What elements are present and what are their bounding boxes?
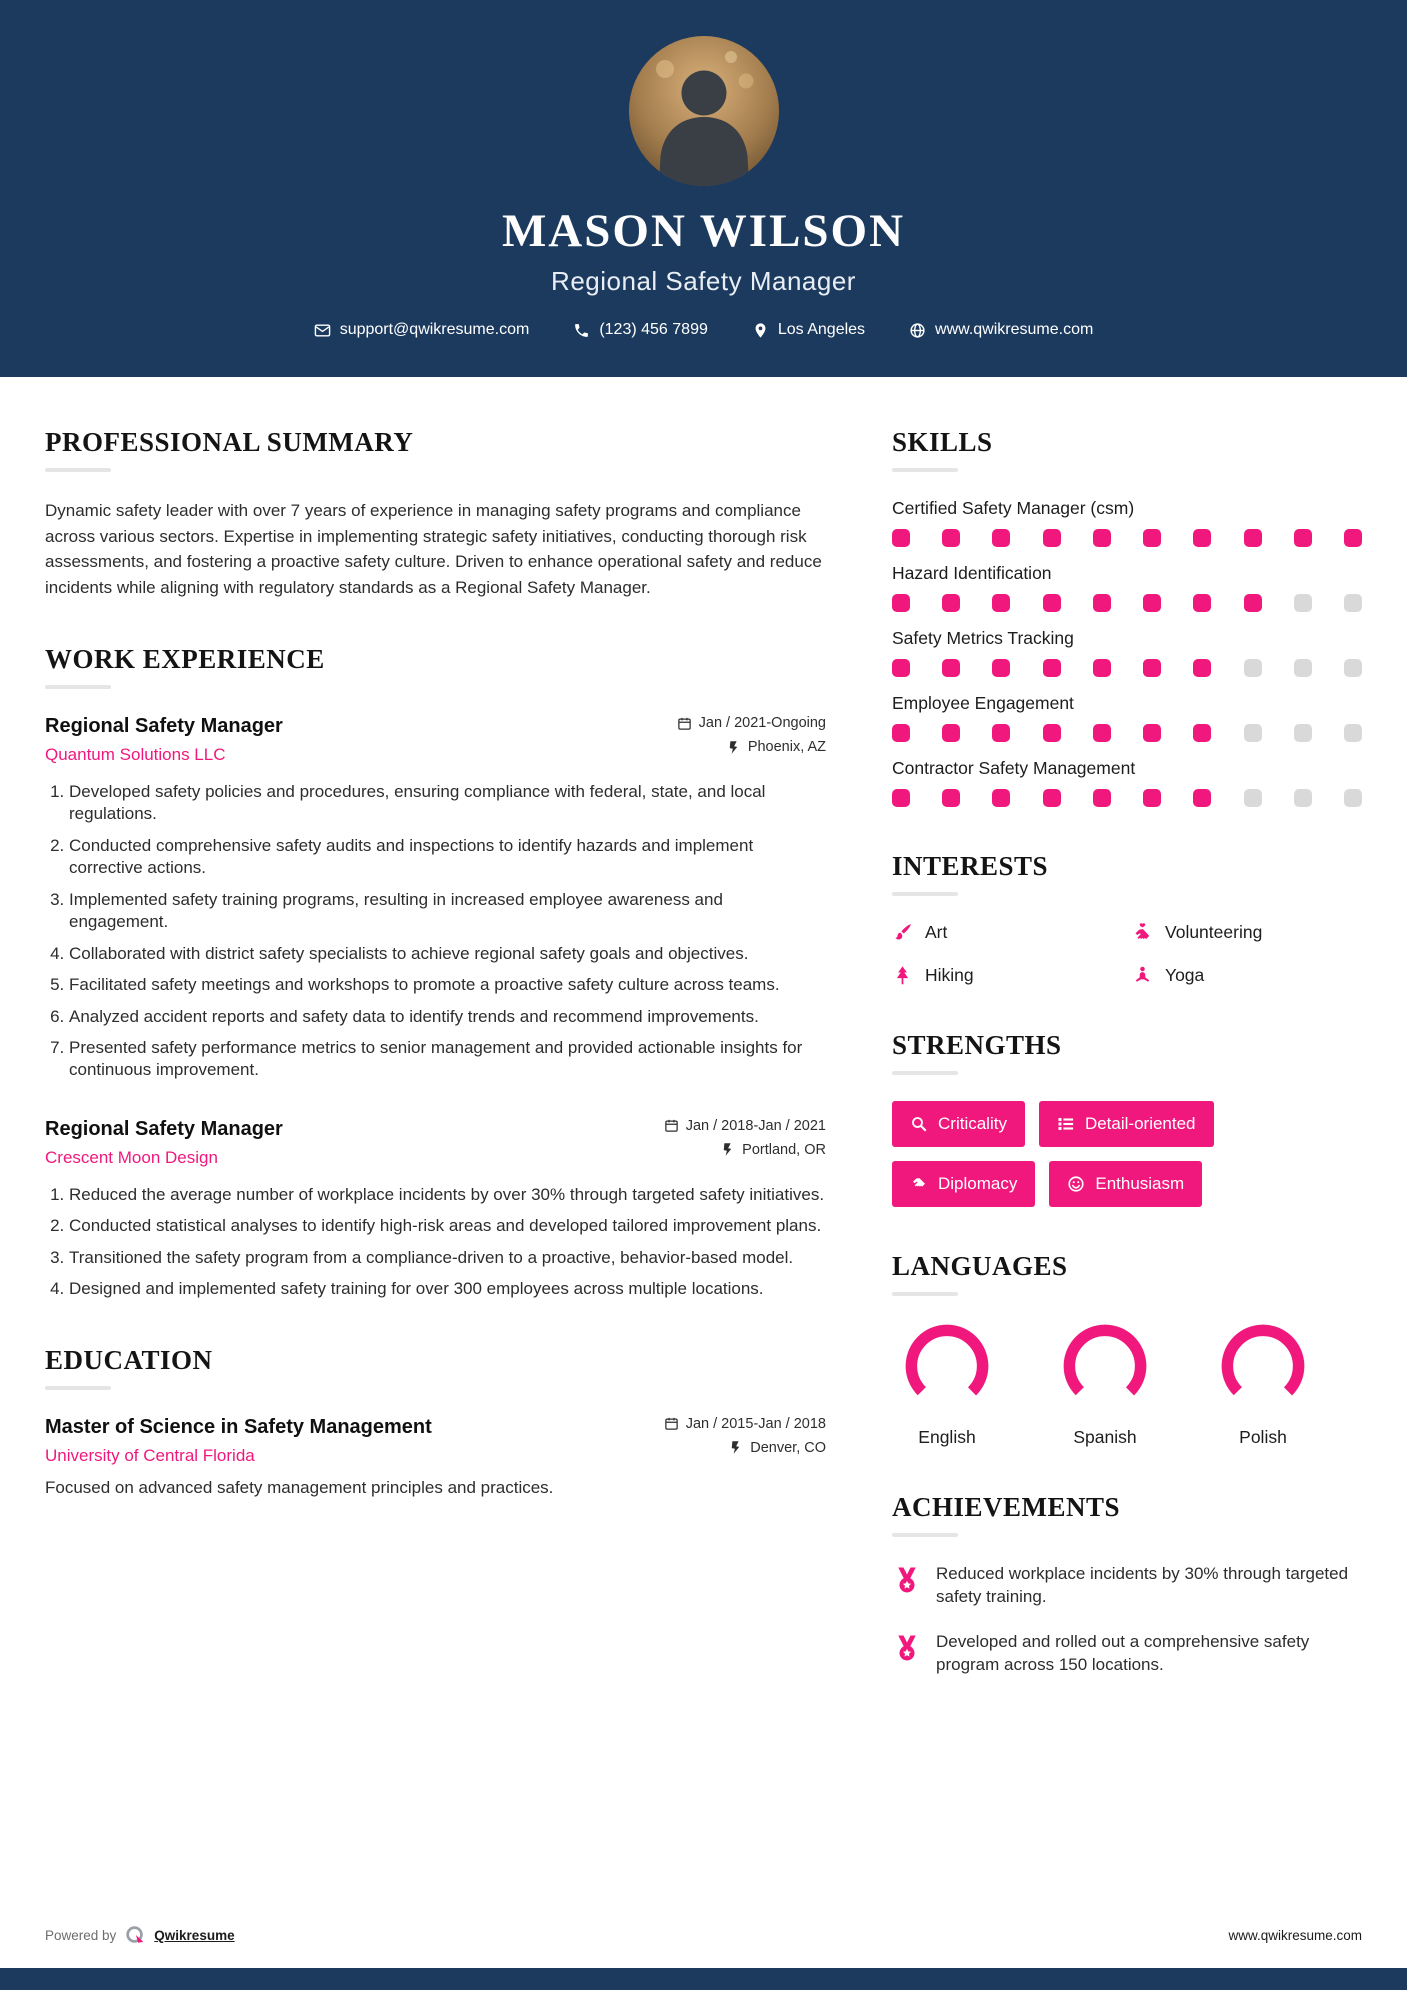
skill-square-empty	[1344, 724, 1362, 742]
skill-square-filled	[1043, 789, 1061, 807]
language-item	[1050, 1322, 1160, 1448]
qwikresume-link[interactable]: Qwikresume	[154, 1927, 235, 1943]
yoga-icon	[1132, 965, 1153, 986]
skill-square-filled	[942, 789, 960, 807]
pin-icon	[720, 1142, 735, 1157]
strengths-section	[892, 1030, 1362, 1207]
skill-square-filled	[992, 529, 1010, 547]
footer	[0, 1924, 1407, 1968]
bullet-item: 6. Analyzed accident reports and safety data to identify trends and recommend improvements.	[69, 1006, 826, 1028]
skill-square-filled	[1344, 529, 1362, 547]
skill-square-empty	[1244, 724, 1262, 742]
bullet-item: 3. Implemented safety training programs, resulting in increased employee awareness and engagement.	[69, 889, 826, 934]
strength-chip	[892, 1161, 1035, 1207]
languages-heading: LANGUAGES	[892, 1251, 1068, 1281]
skill-square-filled	[892, 789, 910, 807]
interest-label: Art	[925, 922, 948, 942]
job-dates	[677, 715, 826, 731]
skill-square-filled	[1143, 529, 1161, 547]
heading-underline	[892, 468, 958, 472]
heading-underline	[892, 1533, 958, 1537]
contact-email[interactable]	[314, 321, 530, 339]
skill-name: Safety Metrics Tracking	[892, 628, 1074, 648]
skill-square-filled	[942, 594, 960, 612]
skill-square-filled	[1043, 529, 1061, 547]
handshake-icon	[910, 1175, 928, 1193]
globe-icon	[909, 322, 926, 339]
skill-square-filled	[1043, 724, 1061, 742]
job-location-text: Portland, OR	[742, 1141, 826, 1158]
professional-summary-section	[45, 427, 826, 600]
strength-label: Detail-oriented	[1084, 1114, 1196, 1133]
education-meta	[664, 1416, 826, 1464]
skill-square-empty	[1294, 724, 1312, 742]
contact-phone[interactable]	[573, 321, 708, 339]
location-icon	[752, 322, 769, 339]
job-header	[45, 1118, 826, 1168]
interest-label: Yoga	[1165, 965, 1205, 985]
contact-location[interactable]	[752, 321, 865, 339]
achievements-heading: ACHIEVEMENTS	[892, 1492, 1121, 1522]
contact-email-text: support@qwikresume.com	[339, 321, 530, 338]
skill-name: Employee Engagement	[892, 693, 1074, 713]
profile-photo-placeholder	[629, 36, 779, 186]
job-dates-text: Jan / 2021-Ongoing	[698, 715, 826, 731]
strength-label: Diplomacy	[938, 1174, 1018, 1193]
interest-label: Volunteering	[1165, 922, 1263, 942]
education-location-text: Denver, CO	[750, 1439, 826, 1456]
pin-icon	[726, 740, 741, 755]
job-location-text: Phoenix, AZ	[747, 739, 826, 755]
job-location	[677, 739, 826, 755]
skill-square-filled	[1193, 659, 1211, 677]
skill-square-filled	[992, 659, 1010, 677]
languages-list	[892, 1322, 1362, 1448]
skill-square-filled	[992, 789, 1010, 807]
language-proficiency-arc	[1061, 1322, 1149, 1410]
job-bullets	[45, 1184, 826, 1301]
tree-icon	[892, 965, 913, 986]
skill-item	[892, 693, 1362, 742]
bullet-item: 1. Reduced the average number of workplace incidents by over 30% through targeted safety initiatives.	[69, 1184, 826, 1206]
skill-square-filled	[992, 594, 1010, 612]
skill-square-filled	[1193, 724, 1211, 742]
language-item	[892, 1322, 1002, 1448]
job-dates-text: Jan / 2018-Jan / 2021	[685, 1117, 826, 1134]
bullet-item: 7. Presented safety performance metrics to senior management and provided actionable insights for continuous improvement.	[69, 1037, 826, 1082]
achievement-item	[892, 1631, 1362, 1677]
interest-label: Hiking	[925, 965, 974, 985]
qwikresume-logo-icon	[124, 1924, 146, 1946]
skill-level-indicator	[892, 789, 1362, 807]
heading-underline	[45, 468, 111, 472]
heading-underline	[892, 1292, 958, 1296]
skill-square-empty	[1244, 789, 1262, 807]
interest-item	[892, 965, 1122, 986]
skill-square-filled	[942, 659, 960, 677]
skill-square-empty	[1344, 789, 1362, 807]
footer-website[interactable]: www.qwikresume.com	[1228, 1927, 1362, 1943]
interest-item	[1132, 922, 1362, 943]
powered-by-label: Powered by	[45, 1927, 117, 1943]
interests-section	[892, 851, 1362, 986]
candidate-name: MASON WILSON	[501, 205, 906, 257]
work-experience-heading: WORK EXPERIENCE	[45, 644, 325, 674]
skill-item	[892, 758, 1362, 807]
skill-square-filled	[1093, 594, 1111, 612]
strengths-heading: STRENGTHS	[892, 1030, 1062, 1060]
education-section	[45, 1345, 826, 1498]
strength-label: Enthusiasm	[1095, 1174, 1185, 1193]
job-title-block	[45, 1118, 283, 1168]
pin-icon	[728, 1440, 743, 1455]
skill-name: Certified Safety Manager (csm)	[892, 498, 1135, 518]
skill-square-filled	[892, 594, 910, 612]
skill-name: Contractor Safety Management	[892, 758, 1136, 778]
medal-icon	[892, 1633, 922, 1663]
bullet-item: 4. Collaborated with district safety specialists to achieve regional safety goals and objectives.	[69, 943, 826, 965]
education-note: Focused on advanced safety management principles and practices.	[45, 1477, 554, 1497]
job-entry	[45, 715, 826, 1082]
skill-square-filled	[892, 529, 910, 547]
professional-summary-heading: PROFESSIONAL SUMMARY	[45, 427, 414, 457]
medal-icon	[892, 1565, 922, 1595]
achievement-item	[892, 1563, 1362, 1609]
calendar-icon	[664, 1416, 679, 1431]
skill-square-empty	[1344, 594, 1362, 612]
skill-square-filled	[1143, 659, 1161, 677]
skill-level-indicator	[892, 659, 1362, 677]
bullet-item: 2. Conducted comprehensive safety audits and inspections to identify hazards and implement corrective actions.	[69, 835, 826, 880]
job-title-block	[45, 715, 283, 765]
skill-square-filled	[892, 724, 910, 742]
job-meta	[677, 715, 826, 763]
languages-section	[892, 1251, 1362, 1448]
summary-text: Dynamic safety leader with over 7 years of experience in managing safety programs and compliance across various sectors. Expertise in implementing strategic safety initiatives, conducting thorough risk assessments, and fostering a proactive safety culture. Driven to enhance operational safety and reduce incidents while aligning with regulatory standards as a Regional Safety Manager.	[45, 501, 822, 597]
education-dates	[664, 1416, 826, 1432]
job-dates	[664, 1118, 826, 1134]
contact-row	[40, 321, 1367, 339]
skill-square-filled	[1093, 724, 1111, 742]
smiley-icon	[1067, 1175, 1085, 1193]
skill-square-filled	[1193, 789, 1211, 807]
heading-underline	[45, 685, 111, 689]
education-dates-text: Jan / 2015-Jan / 2018	[685, 1415, 826, 1432]
skills-section	[892, 427, 1362, 807]
skill-square-empty	[1344, 659, 1362, 677]
skill-square-filled	[1143, 789, 1161, 807]
phone-icon	[573, 322, 590, 339]
language-label: Spanish	[1073, 1427, 1137, 1447]
job-company: Crescent Moon Design	[45, 1147, 218, 1167]
work-experience-section	[45, 644, 826, 1301]
job-meta	[664, 1118, 826, 1166]
skill-square-filled	[1043, 659, 1061, 677]
skill-square-filled	[1093, 789, 1111, 807]
heading-underline	[892, 892, 958, 896]
candidate-job-title: Regional Safety Manager	[551, 266, 856, 296]
bullet-item: 3. Transitioned the safety program from a compliance-driven to a proactive, behavior-based model.	[69, 1247, 826, 1269]
skill-item	[892, 563, 1362, 612]
list-icon	[1057, 1115, 1075, 1133]
skill-square-filled	[1193, 529, 1211, 547]
contact-location-text: Los Angeles	[777, 321, 866, 338]
bullet-item: 5. Facilitated safety meetings and workshops to promote a proactive safety culture across teams.	[69, 974, 826, 996]
language-proficiency-arc	[1219, 1322, 1307, 1410]
skill-square-filled	[1043, 594, 1061, 612]
achievement-text: Developed and rolled out a comprehensive safety program across 150 locations.	[936, 1631, 1310, 1674]
skill-item	[892, 498, 1362, 547]
skills-heading: SKILLS	[892, 427, 993, 457]
skill-square-filled	[942, 529, 960, 547]
job-bullets	[45, 781, 826, 1082]
achievement-text: Reduced workplace incidents by 30% through targeted safety training.	[936, 1564, 1349, 1606]
skill-square-empty	[1294, 789, 1312, 807]
interest-item	[892, 922, 1122, 943]
education-title-block	[45, 1416, 432, 1466]
skill-square-filled	[1294, 529, 1312, 547]
strength-chip	[892, 1101, 1025, 1147]
skill-square-filled	[1193, 594, 1211, 612]
education-location	[664, 1440, 826, 1456]
education-school: University of Central Florida	[45, 1445, 255, 1465]
interests-heading: INTERESTS	[892, 851, 1049, 881]
left-column	[45, 427, 826, 1924]
skill-square-filled	[1244, 594, 1262, 612]
interests-grid	[892, 922, 1362, 986]
strengths-list	[892, 1101, 1362, 1207]
right-column	[892, 427, 1362, 1924]
skill-square-empty	[1294, 594, 1312, 612]
job-title: Regional Safety Manager	[45, 1117, 283, 1140]
skill-level-indicator	[892, 724, 1362, 742]
skill-level-indicator	[892, 529, 1362, 547]
skill-item	[892, 628, 1362, 677]
language-label: English	[918, 1427, 976, 1447]
skill-square-filled	[892, 659, 910, 677]
skill-name: Hazard Identification	[892, 563, 1052, 583]
job-title: Regional Safety Manager	[45, 715, 283, 737]
contact-website[interactable]	[909, 321, 1093, 339]
education-degree: Master of Science in Safety Management	[45, 1415, 432, 1438]
calendar-icon	[664, 1118, 679, 1133]
job-location	[664, 1142, 826, 1158]
skill-square-filled	[1244, 529, 1262, 547]
skill-square-filled	[1093, 659, 1111, 677]
job-entry	[45, 1118, 826, 1301]
email-icon	[314, 322, 331, 339]
paintbrush-icon	[892, 922, 913, 943]
job-company: Quantum Solutions LLC	[45, 745, 226, 764]
education-header	[45, 1416, 826, 1466]
content-area	[0, 377, 1407, 1924]
powered-by	[45, 1924, 235, 1946]
bullet-item: 1. Developed safety policies and procedures, ensuring compliance with federal, state, and local regulations.	[69, 781, 826, 826]
achievements-section	[892, 1492, 1362, 1677]
job-header	[45, 715, 826, 765]
language-proficiency-arc	[903, 1322, 991, 1410]
bullet-item: 2. Conducted statistical analyses to identify high-risk areas and developed tailored improvement plans.	[69, 1215, 826, 1237]
strength-chip	[1049, 1161, 1202, 1207]
language-label: Polish	[1239, 1427, 1287, 1447]
skill-square-filled	[992, 724, 1010, 742]
strength-chip	[1039, 1101, 1214, 1147]
handshake-heart-icon	[1132, 922, 1153, 943]
skill-square-filled	[1143, 594, 1161, 612]
interest-item	[1132, 965, 1362, 986]
skill-level-indicator	[892, 594, 1362, 612]
profile-photo	[629, 36, 779, 186]
header	[0, 0, 1407, 377]
skill-square-empty	[1244, 659, 1262, 677]
skill-square-filled	[1143, 724, 1161, 742]
bullet-item: 4. Designed and implemented safety training for over 300 employees across multiple locations.	[69, 1278, 826, 1300]
skill-square-filled	[1093, 529, 1111, 547]
skill-square-filled	[942, 724, 960, 742]
contact-website-text: www.qwikresume.com	[935, 321, 1094, 338]
bottom-accent-bar	[0, 1968, 1407, 1990]
education-heading: EDUCATION	[45, 1344, 213, 1375]
heading-underline	[45, 1386, 111, 1390]
skill-square-empty	[1294, 659, 1312, 677]
magnifier-icon	[910, 1115, 928, 1133]
calendar-icon	[677, 716, 692, 731]
heading-underline	[892, 1071, 958, 1075]
contact-phone-text: (123) 456 7899	[599, 321, 708, 338]
strength-label: Criticality	[938, 1114, 1007, 1133]
language-item	[1208, 1322, 1318, 1448]
